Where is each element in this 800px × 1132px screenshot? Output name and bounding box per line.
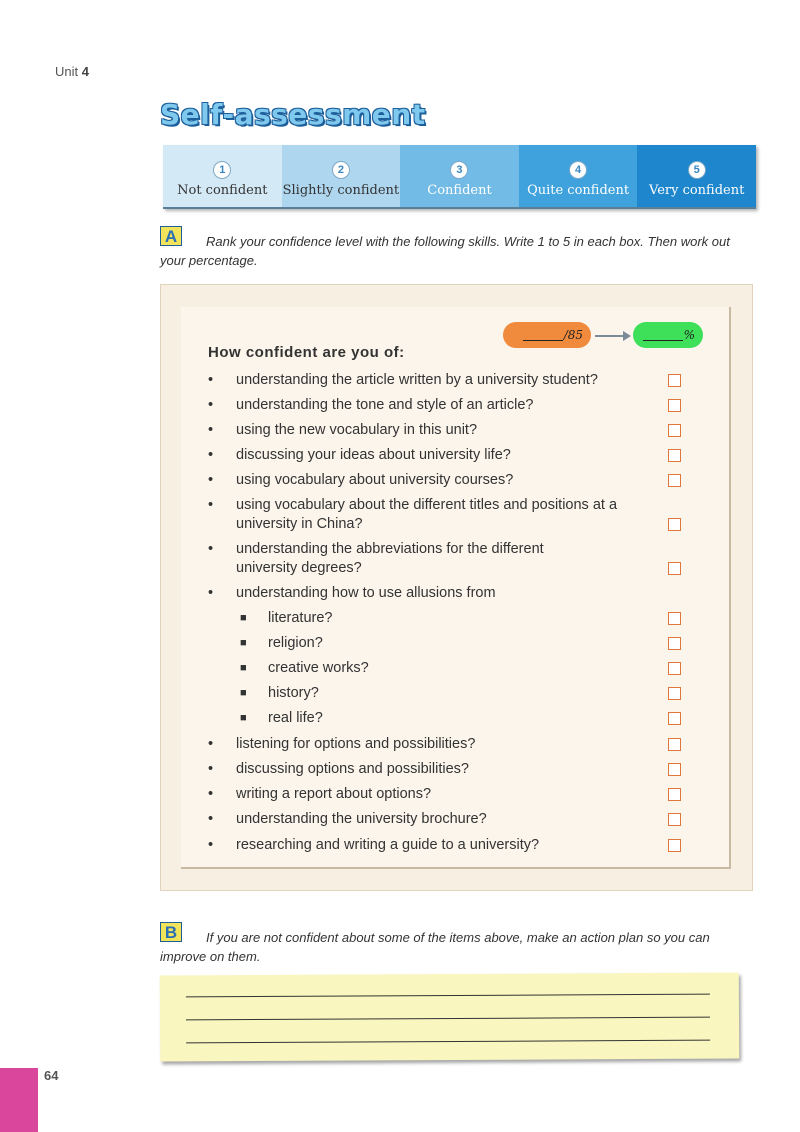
bullet-icon: • bbox=[208, 497, 214, 513]
item-text: researching and writing a guide to a university? bbox=[236, 837, 540, 853]
percentage-blank[interactable] bbox=[643, 330, 683, 341]
bullet-icon: • bbox=[208, 447, 214, 463]
score-blank[interactable] bbox=[523, 330, 563, 341]
item-text: using vocabulary about the different titles and positions at a university in China? bbox=[236, 497, 618, 532]
confidence-scale bbox=[163, 145, 756, 209]
score-total: /85 bbox=[563, 328, 583, 342]
item-text: using vocabulary about university courses? bbox=[236, 472, 514, 488]
scale-label-3: Confident bbox=[427, 182, 492, 198]
section-a-instruction: Rank your confidence level with the following skills. Write 1 to 5 in each box. Then work out your percentage. bbox=[160, 234, 730, 268]
rating-box[interactable] bbox=[668, 637, 681, 650]
rating-box[interactable] bbox=[668, 374, 681, 387]
bullet-icon: • bbox=[208, 736, 214, 752]
section-a-badge: A bbox=[160, 226, 182, 246]
rating-box[interactable] bbox=[668, 662, 681, 675]
item-text: literature? bbox=[268, 610, 333, 626]
item-text: history? bbox=[268, 685, 319, 701]
writing-line[interactable] bbox=[186, 1040, 710, 1044]
item-text: real life? bbox=[268, 710, 323, 726]
action-plan-area[interactable] bbox=[160, 972, 739, 1061]
rating-box[interactable] bbox=[668, 813, 681, 826]
bullet-icon: • bbox=[208, 422, 214, 438]
item-text: discussing options and possibilities? bbox=[236, 761, 469, 777]
bullet-icon: • bbox=[208, 811, 214, 827]
scale-level-2 bbox=[282, 145, 401, 207]
page-title: Self-assessment bbox=[160, 98, 426, 131]
item-text: using the new vocabulary in this unit? bbox=[236, 422, 478, 438]
scale-label-4: Quite confident bbox=[527, 182, 630, 198]
rating-box[interactable] bbox=[668, 839, 681, 852]
scale-level-4 bbox=[519, 145, 638, 207]
bullet-icon: • bbox=[208, 372, 214, 388]
writing-line[interactable] bbox=[186, 1017, 710, 1021]
checklist-heading: How confident are you of: bbox=[208, 344, 405, 361]
unit-number: 4 bbox=[81, 64, 89, 79]
scale-number-4: 4 bbox=[569, 161, 587, 179]
scale-label-1: Not confident bbox=[177, 182, 268, 198]
rating-box[interactable] bbox=[668, 612, 681, 625]
bullet-icon: • bbox=[208, 397, 214, 413]
item-text: understanding the university brochure? bbox=[236, 811, 487, 827]
section-b-instruction: If you are not confident about some of the items above, make an action plan so you can improve on them. bbox=[160, 930, 710, 964]
scale-level-5 bbox=[637, 145, 756, 207]
bullet-icon: • bbox=[208, 837, 214, 853]
rating-box[interactable] bbox=[668, 788, 681, 801]
item-text: understanding the tone and style of an article? bbox=[236, 397, 534, 413]
unit-word: Unit bbox=[55, 64, 79, 79]
item-text: creative works? bbox=[268, 660, 369, 676]
rating-box[interactable] bbox=[668, 738, 681, 751]
page-number: 64 bbox=[44, 1068, 59, 1083]
rating-box[interactable] bbox=[668, 562, 681, 575]
square-bullet-icon: ■ bbox=[240, 687, 247, 699]
bullet-icon: • bbox=[208, 585, 214, 601]
rating-box[interactable] bbox=[668, 399, 681, 412]
square-bullet-icon: ■ bbox=[240, 712, 247, 724]
rating-box[interactable] bbox=[668, 518, 681, 531]
writing-line[interactable] bbox=[186, 994, 710, 998]
bullet-icon: • bbox=[208, 472, 214, 488]
scale-level-3 bbox=[400, 145, 519, 207]
scale-number-2: 2 bbox=[332, 161, 350, 179]
scale-label-2: Slightly confident bbox=[282, 182, 400, 198]
scale-number-3: 3 bbox=[450, 161, 468, 179]
section-b-badge: B bbox=[160, 922, 182, 942]
bullet-icon: • bbox=[208, 541, 214, 557]
rating-box[interactable] bbox=[668, 763, 681, 776]
item-text: listening for options and possibilities? bbox=[236, 736, 476, 752]
square-bullet-icon: ■ bbox=[240, 612, 247, 624]
bullet-icon: • bbox=[208, 761, 214, 777]
item-text: understanding the article written by a university student? bbox=[236, 372, 598, 388]
item-text: discussing your ideas about university life? bbox=[236, 447, 511, 463]
rating-box[interactable] bbox=[668, 449, 681, 462]
score-pill bbox=[503, 322, 591, 348]
percentage-pill bbox=[633, 322, 703, 348]
arrow-right-icon bbox=[595, 330, 631, 342]
rating-box[interactable] bbox=[668, 687, 681, 700]
square-bullet-icon: ■ bbox=[240, 662, 247, 674]
page-color-strip bbox=[0, 1068, 38, 1132]
rating-box[interactable] bbox=[668, 712, 681, 725]
square-bullet-icon: ■ bbox=[240, 637, 247, 649]
rating-box[interactable] bbox=[668, 474, 681, 487]
unit-label bbox=[55, 64, 89, 79]
item-text: religion? bbox=[268, 635, 323, 651]
percent-sign: % bbox=[683, 328, 695, 342]
scale-number-1: 1 bbox=[213, 161, 231, 179]
scale-label-5: Very confident bbox=[649, 182, 745, 198]
rating-box[interactable] bbox=[668, 424, 681, 437]
bullet-icon: • bbox=[208, 786, 214, 802]
scale-level-1 bbox=[163, 145, 282, 207]
item-text: understanding the abbreviations for the different university degrees? bbox=[236, 541, 544, 576]
item-text: writing a report about options? bbox=[236, 786, 432, 802]
item-text: understanding how to use allusions from bbox=[236, 585, 496, 601]
scale-number-5: 5 bbox=[688, 161, 706, 179]
